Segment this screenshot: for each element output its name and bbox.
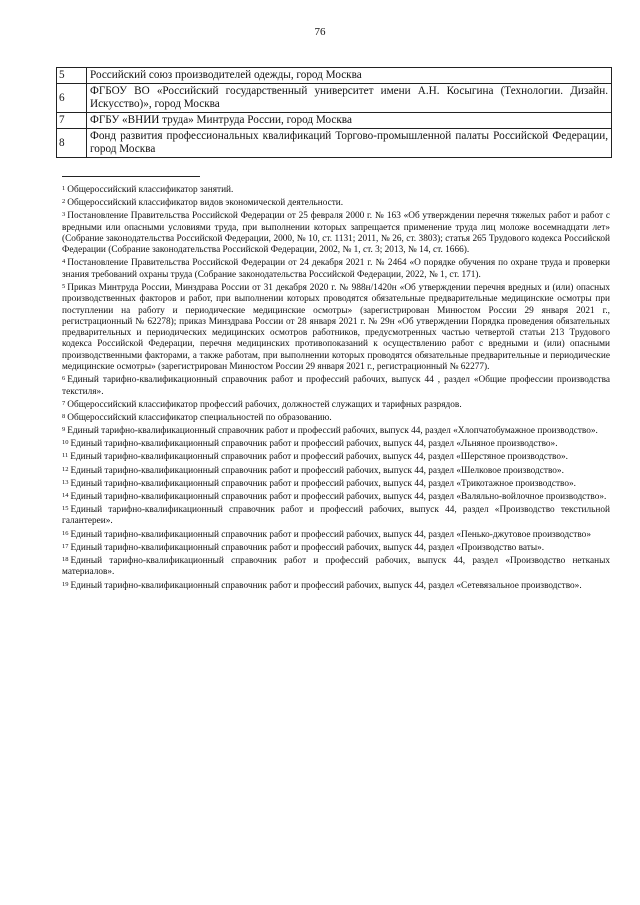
footnote-text: Единый тарифно-квалификационный справочник работ и профессий рабочих, выпуск 44, раздел «Производство текстильной галантереи». [62,505,610,527]
row-number: 7 [57,113,87,129]
footnote [62,375,610,398]
footnote-text: Единый тарифно-квалификационный справочник работ и профессий рабочих, выпуск 44, раздел «Производство ваты». [70,542,545,553]
organization-name: Российский союз производителей одежды, город Москва [87,68,612,84]
footnote-mark: 15 [62,505,69,513]
footnote-mark: 19 [62,580,69,588]
footnote [62,211,610,256]
footnote [62,530,610,541]
footnotes [62,185,610,594]
footnote [62,400,610,411]
footnote-mark: 18 [62,556,69,564]
footnote-mark: 4 [62,258,66,266]
footnote-mark: 12 [62,465,69,473]
footnote-mark: 10 [62,439,69,447]
organization-name: ФГБУ «ВНИИ труда» Минтруда России, город Москва [87,113,612,129]
footnote [62,413,610,424]
footnote-text: Единый тарифно-квалификационный справочник работ и профессий рабочих, выпуск 44 , раздел «Общие профессии производства текстиля». [62,375,610,397]
footnote-text: Постановление Правительства Российской Федерации от 24 декабря 2021 г. № 2464 «О порядке обучения по охране труда и проверки знания требований охраны труда (Собрание законодательства Российской Федерации, 2022, № 1, ст. 171). [62,258,610,280]
footnote [62,283,610,373]
footnote [62,452,610,463]
footnote-text: Общероссийский классификатор видов экономической деятельности. [67,198,344,209]
footnote [62,479,610,490]
table-row [57,84,612,113]
page-number: 76 [314,26,326,38]
footnote-mark: 16 [62,529,69,537]
footnote-text: Общероссийский классификатор профессий рабочих, должностей служащих и тарифных разрядов. [67,399,462,410]
footnote [62,581,610,592]
table-row [57,113,612,129]
footnote-mark: 9 [62,426,66,434]
footnote-mark: 8 [62,412,66,420]
footnote [62,556,610,579]
footnote-separator [62,176,200,177]
footnote [62,198,610,209]
footnote-text: Единый тарифно-квалификационный справочник работ и профессий рабочих, выпуск 44, раздел «Валяльно-войлочное производство». [70,492,607,502]
organizations-table [56,67,612,158]
footnote [62,439,610,450]
footnote-text: Единый тарифно-квалификационный справочник работ и профессий рабочих, выпуск 44, раздел «Шелковое производство». [70,465,564,476]
footnote [62,426,610,437]
footnote-mark: 7 [62,399,66,407]
footnote [62,466,610,477]
footnote [62,505,610,528]
footnote-text: Единый тарифно-квалификационный справочник работ и профессий рабочих, выпуск 44, раздел «Льняное производство». [70,439,558,450]
footnote [62,543,610,554]
organization-name: ФГБОУ ВО «Российский государственный университет имени А.Н. Косыгина (Технологии. Дизайн. Искусство)», город Москва [87,84,612,113]
footnote [62,492,610,503]
footnote-text: Общероссийский классификатор занятий. [67,185,234,195]
footnote [62,185,610,196]
footnote-mark: 3 [62,211,66,219]
footnote-mark: 1 [62,185,66,192]
footnote-text: Единый тарифно-квалификационный справочник работ и профессий рабочих, выпуск 44, раздел «Трикотажное производство». [70,478,576,489]
footnote-text: Постановление Правительства Российской Федерации от 25 февраля 2000 г. № 163 «Об утверждении перечня тяжелых работ и работ с вредными или опасными условиями труда, при выполнении которых запрещается применение труда лиц моложе восемнадцати лет» (Собрание законодательства Российской Федерации, 2000, № 10, ст. 1131; 2011, № 26, ст. 3803); статья 265 Трудового кодекса Российской Федерации (Собрание законодательства Российской Федерации, 2002, № 1, ст. 3; 2013, № 14, ст. 1666). [62,211,610,256]
footnote-mark: 13 [62,478,69,486]
footnote-text: Единый тарифно-квалификационный справочник работ и профессий рабочих, выпуск 44, раздел «Производство нетканых материалов». [62,556,610,578]
footnote-text: Приказ Минтруда России, Минздрава России от 31 декабря 2020 г. № 988н/1420н «Об утверждении перечня вредных и (или) опасных производственных факторов и работ, при выполнении которых проводятся обязательные предварительные медицинские осмотры при поступлении на работу и периодические медицинские осмотры» (зарегистрирован Минюстом России 29 января 2021 г., регистрационный № 62278); приказ Минздрава России от 28 января 2021 г. № 29н «Об утверждении Порядка проведения обязательных предварительных и периодических медицинских осмотров работников, предусмотренных частью четвертой статьи 213 Трудового кодекса Российской Федерации, перечня медицинских противопоказаний к осуществлению работ с вредными и (или) опасными производственными факторами, а также работам, при выполнении которых проводятся обязательные предварительные и периодические медицинские осмотры» (зарегистрирован Минюстом России 29 января 2021 г., регистрационный № 62277). [62,282,610,373]
footnote-mark: 17 [62,542,69,550]
table-row [57,129,612,158]
footnote-mark: 11 [62,452,69,460]
footnote-text: Общероссийский классификатор специальностей по образованию. [67,412,332,423]
footnote [62,258,610,281]
footnote-mark: 6 [62,375,66,383]
row-number: 6 [57,84,87,113]
row-number: 8 [57,129,87,158]
footnote-text: Единый тарифно-квалификационный справочник работ и профессий рабочих, выпуск 44, раздел «Сетевязальное производство». [70,580,582,591]
row-number: 5 [57,68,87,84]
footnote-mark: 14 [62,492,69,499]
footnote-text: Единый тарифно-квалификационный справочник работ и профессий рабочих, выпуск 44, раздел «Пенько-джутовое производство» [70,529,591,540]
footnote-mark: 5 [62,282,66,290]
organization-name: Фонд развития профессиональных квалификаций Торгово-промышленной палаты Российской Федерации, город Москва [87,129,612,158]
footnote-mark: 2 [62,198,66,206]
footnote-text: Единый тарифно-квалификационный справочник работ и профессий рабочих, выпуск 44, раздел «Хлопчатобумажное производство». [67,426,598,437]
footnote-text: Единый тарифно-квалификационный справочник работ и профессий рабочих, выпуск 44, раздел «Шерстяное производство». [70,452,568,463]
table-row [57,68,612,84]
